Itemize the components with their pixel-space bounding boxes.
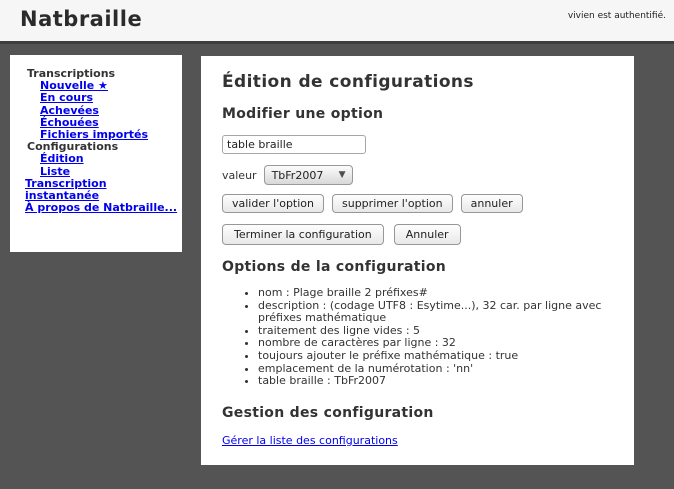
value-select-current: TbFr2007 xyxy=(271,168,324,182)
option-item-numerotation: • emplacement de la numérotation : 'nn' xyxy=(258,363,624,376)
configuration-buttons-row xyxy=(222,224,624,245)
chevron-down-icon: ▼ xyxy=(338,169,346,180)
sidebar-item-transcription-instantanee[interactable]: Transcription instantanée xyxy=(25,176,107,203)
sidebar-section-transcriptions: Transcriptions xyxy=(27,67,116,80)
option-item-nom: • nom : Plage braille 2 préfixes# xyxy=(258,287,624,300)
management-heading: Gestion des configuration xyxy=(222,404,434,421)
page-title: Édition de configurations xyxy=(222,72,474,92)
cancel-configuration-button[interactable]: Annuler xyxy=(394,224,461,245)
sidebar-item-nouvelle[interactable]: Nouvelle ★ xyxy=(40,79,108,93)
sidebar-root-links xyxy=(10,178,182,215)
sidebar-item-achevees[interactable]: Achevées xyxy=(40,103,99,117)
sidebar-item-edition[interactable]: Édition xyxy=(40,152,84,166)
options-heading: Options de la configuration xyxy=(222,259,447,275)
option-item-table-braille: • table braille : TbFr2007 xyxy=(258,375,624,388)
option-name-input[interactable] xyxy=(222,135,366,154)
value-select[interactable] xyxy=(264,165,353,185)
option-item-caracteres-par-ligne: • nombre de caractères par ligne : 32 xyxy=(258,337,624,350)
option-value-row xyxy=(222,165,624,185)
sidebar-item-a-propos[interactable]: À propos de Natbraille... xyxy=(25,201,178,215)
main-panel xyxy=(201,56,634,465)
option-name-row xyxy=(222,135,624,154)
sidebar-item-liste[interactable]: Liste xyxy=(40,164,71,178)
app-title: Natbraille xyxy=(20,7,143,31)
sidebar-section-configurations: Configurations xyxy=(27,140,119,154)
sidebar-nav xyxy=(10,55,182,252)
sidebar-item-en-cours[interactable]: En cours xyxy=(40,91,94,105)
auth-status: vivien est authentifié. xyxy=(567,11,666,21)
option-buttons-row xyxy=(222,194,624,213)
sidebar-group-transcriptions xyxy=(10,80,182,141)
value-label: valeur xyxy=(222,168,257,182)
app-header xyxy=(0,0,674,44)
options-list xyxy=(222,287,624,388)
validate-option-button[interactable]: valider l'option xyxy=(222,194,324,213)
option-item-prefixe-mathematique: • toujours ajouter le préfixe mathématique : true xyxy=(258,350,624,363)
sidebar-group-configurations xyxy=(10,153,182,177)
delete-option-button[interactable]: supprimer l'option xyxy=(332,194,453,213)
sidebar-item-echouees[interactable]: Échouées xyxy=(40,115,99,129)
modify-option-heading: Modifier une option xyxy=(222,106,384,122)
sidebar-item-fichiers-importes[interactable]: Fichiers importés xyxy=(40,128,149,142)
manage-configurations-link[interactable]: Gérer la liste des configurations xyxy=(222,433,398,447)
cancel-option-button[interactable]: annuler xyxy=(461,194,523,213)
option-item-lignes-vides: • traitement des ligne vides : 5 xyxy=(258,325,624,338)
finish-configuration-button[interactable]: Terminer la configuration xyxy=(222,224,384,245)
option-item-description: • description : (codage UTF8 : Esytime...), 32 car. par ligne avec préfixes mathématique xyxy=(258,300,624,325)
